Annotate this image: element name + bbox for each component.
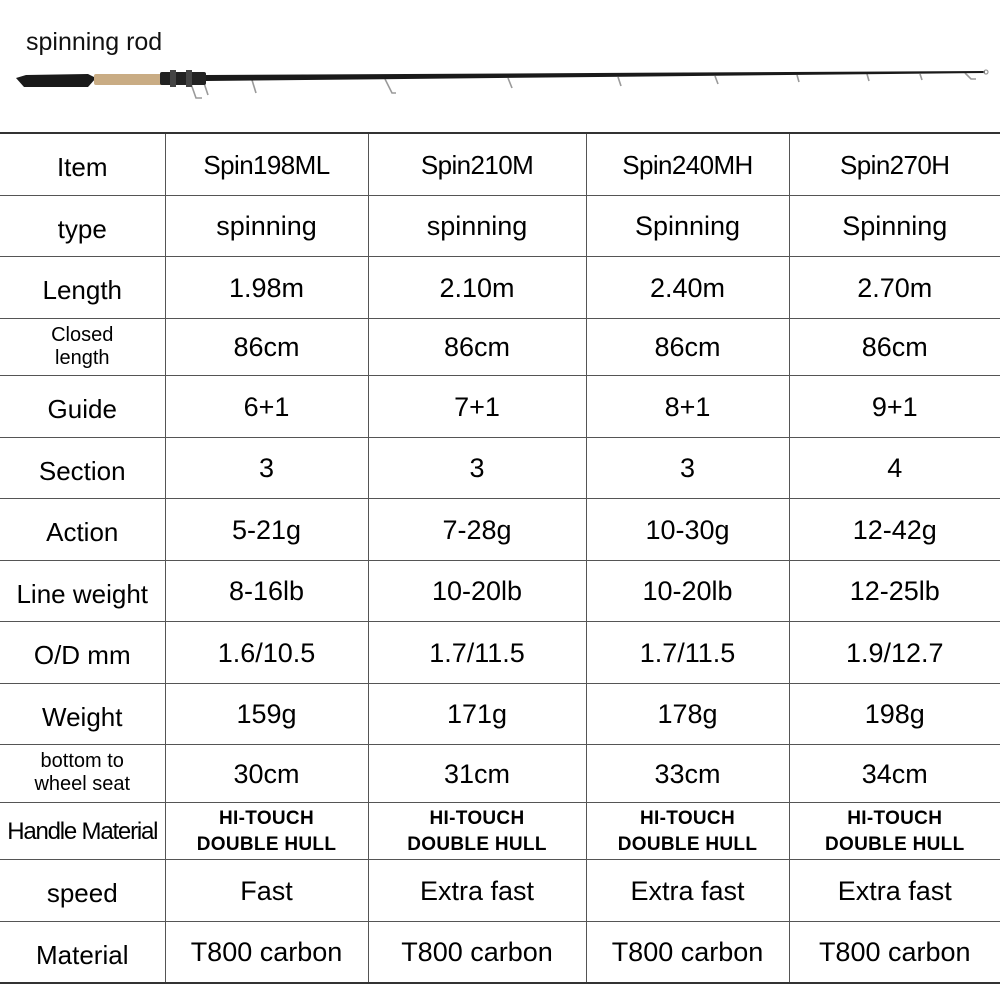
table-cell: Spinning (586, 195, 789, 257)
row-label-line: length (55, 346, 110, 369)
table-row-handle-material (0, 802, 1000, 860)
table-row-length (0, 257, 1000, 319)
table-cell: spinning (165, 195, 368, 257)
table-cell: Extra fast (368, 860, 586, 922)
row-label-line: wheel seat (34, 773, 131, 796)
table-row-action (0, 499, 1000, 561)
rod-cork-grip (94, 74, 164, 85)
table-cell: 33cm (586, 745, 789, 803)
table-cell: 9+1 (789, 376, 1000, 438)
table-cell: 3 (165, 437, 368, 499)
cell-line: DOUBLE HULL (617, 833, 758, 855)
page-title: spinning rod (26, 28, 163, 56)
fishing-rod-image (10, 60, 995, 110)
row-label: Line weight (0, 560, 165, 622)
table-cell: 34cm (789, 745, 1000, 803)
row-label (0, 745, 165, 803)
table-row-type (0, 195, 1000, 257)
cell-line: HI-TOUCH (847, 808, 943, 830)
table-cell: 1.9/12.7 (789, 622, 1000, 684)
row-label: Handle Material (0, 802, 165, 860)
table-cell: T800 carbon (789, 921, 1000, 983)
table-cell: 1.7/11.5 (586, 622, 789, 684)
row-label-line: bottom to (40, 750, 124, 773)
row-label: Material (0, 921, 165, 983)
row-label: Section (0, 437, 165, 499)
table-cell: T800 carbon (586, 921, 789, 983)
table-cell: 1.7/11.5 (368, 622, 586, 684)
table-cell: 86cm (586, 318, 789, 376)
cell-line: DOUBLE HULL (196, 833, 337, 855)
table-cell: 10-20lb (368, 560, 586, 622)
table-cell: 30cm (165, 745, 368, 803)
spec-table (0, 132, 1000, 984)
cell-line: HI-TOUCH (640, 808, 735, 830)
table-cell: 7+1 (368, 376, 586, 438)
table-cell: 8+1 (586, 376, 789, 438)
cell-line: DOUBLE HULL (825, 833, 965, 855)
table-cell: 198g (789, 683, 1000, 745)
table-cell (165, 802, 368, 860)
table-row-guide (0, 376, 1000, 438)
rod-butt (16, 74, 96, 87)
table-row-line-weight (0, 560, 1000, 622)
table-cell: 3 (368, 437, 586, 499)
row-label: Guide (0, 376, 165, 438)
table-cell: 178g (586, 683, 789, 745)
table-row-od-mm (0, 622, 1000, 684)
cell-line: DOUBLE HULL (407, 833, 547, 855)
row-label: type (0, 195, 165, 257)
table-cell: 86cm (165, 318, 368, 376)
table-cell: 7-28g (368, 499, 586, 561)
column-header: Spin210M (368, 133, 586, 195)
row-label-line: Closed (51, 323, 114, 346)
table-cell: 12-42g (789, 499, 1000, 561)
table-row-bottom-to-wheel-seat (0, 745, 1000, 803)
table-cell (789, 802, 1000, 860)
table-cell: 10-20lb (586, 560, 789, 622)
table-cell: 171g (368, 683, 586, 745)
table-cell: 1.6/10.5 (165, 622, 368, 684)
table-row-closed-length (0, 318, 1000, 376)
table-cell: 2.10m (368, 257, 586, 319)
table-cell: 86cm (789, 318, 1000, 376)
row-label: Item (0, 133, 165, 195)
column-header: Spin240MH (586, 133, 789, 195)
table-cell (368, 802, 586, 860)
table-cell: 8-16lb (165, 560, 368, 622)
cell-line: HI-TOUCH (429, 808, 525, 830)
table-cell: spinning (368, 195, 586, 257)
table-cell: 10-30g (586, 499, 789, 561)
table-cell: 159g (165, 683, 368, 745)
table-row-item (0, 133, 1000, 195)
table-cell: 4 (789, 437, 1000, 499)
cell-line: HI-TOUCH (219, 808, 314, 830)
table-row-weight (0, 683, 1000, 745)
table-cell: Extra fast (586, 860, 789, 922)
table-row-material (0, 921, 1000, 983)
column-header: Spin198ML (165, 133, 368, 195)
row-label: Action (0, 499, 165, 561)
row-label: Weight (0, 683, 165, 745)
table-cell: 5-21g (165, 499, 368, 561)
table-row-speed (0, 860, 1000, 922)
table-cell: 2.70m (789, 257, 1000, 319)
row-label: speed (0, 860, 165, 922)
table-cell: 6+1 (165, 376, 368, 438)
table-cell (586, 802, 789, 860)
table-cell: 3 (586, 437, 789, 499)
row-label (0, 318, 165, 376)
table-row-section (0, 437, 1000, 499)
table-cell: Extra fast (789, 860, 1000, 922)
reel-seat (160, 72, 206, 85)
table-cell: 12-25lb (789, 560, 1000, 622)
table-cell: T800 carbon (165, 921, 368, 983)
table-cell: 1.98m (165, 257, 368, 319)
row-label: Length (0, 257, 165, 319)
column-header: Spin270H (789, 133, 1000, 195)
table-cell: 86cm (368, 318, 586, 376)
rod-tip (984, 70, 988, 74)
table-cell: 31cm (368, 745, 586, 803)
table-cell: Spinning (789, 195, 1000, 257)
table-cell: 2.40m (586, 257, 789, 319)
table-cell: Fast (165, 860, 368, 922)
row-label: O/D mm (0, 622, 165, 684)
table-cell: T800 carbon (368, 921, 586, 983)
